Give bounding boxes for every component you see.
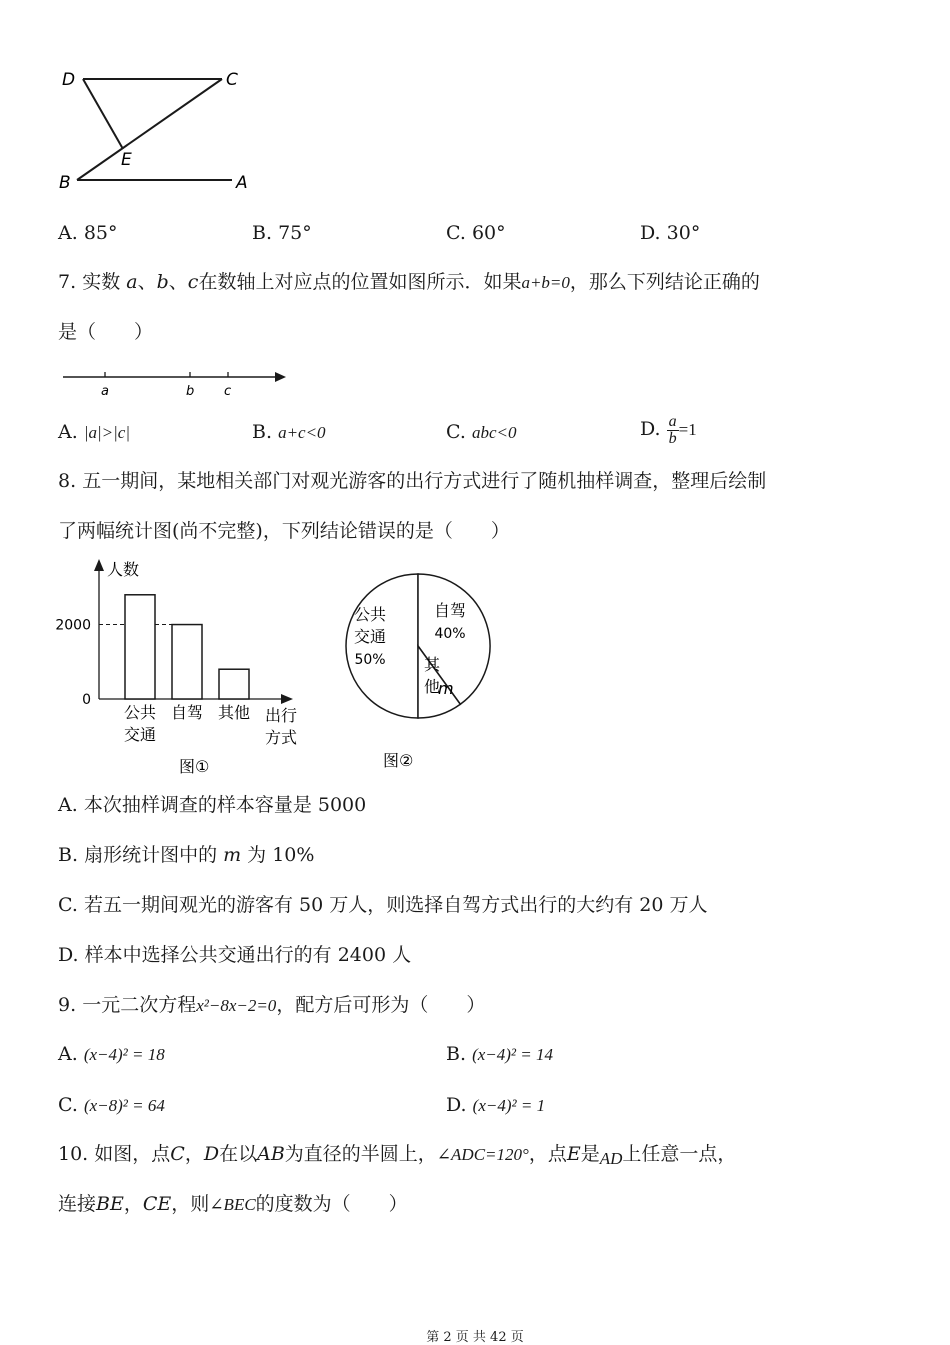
pie-slice-label: 其	[424, 655, 441, 674]
pie-slice-label: 自驾	[433, 601, 467, 620]
q10-stem-line-1: 10. 如图，点C，D在以AB为直径的半圆上，∠ADC=120°，点E是AD上任意一点，	[58, 1143, 737, 1168]
numberline-c-label: c	[224, 384, 232, 399]
page-footer: 第 2 页 共 42 页	[426, 1330, 524, 1345]
arrow-right-icon	[275, 372, 286, 382]
x-tick-label: 自驾	[170, 703, 204, 722]
pie-slice-0	[346, 574, 418, 718]
x-axis-label-line-1: 出行	[265, 706, 298, 725]
q9-option-d[interactable]: D. (x−4)² = 1	[446, 1094, 546, 1116]
q8-option-b[interactable]: B. 扇形统计图中的 m 为 10%	[58, 844, 315, 866]
q7-stem-line-1: 7. 实数 a、b、c在数轴上对应点的位置如图所示．如果a+b=0，那么下列结论正确的	[58, 271, 760, 293]
bar-chart-title: 图①	[179, 757, 210, 776]
x-tick-label: 其他	[217, 703, 251, 722]
q8-stem-line-1: 8. 五一期间，某地相关部门对观光游客的出行方式进行了随机抽样调查，整理后绘制	[58, 470, 767, 492]
q7-number-line	[55, 364, 300, 400]
q7-option-b[interactable]: B. a+c<0	[252, 421, 326, 443]
pie-chart-title: 图②	[383, 751, 414, 770]
q7-condition: a+b=0	[521, 273, 570, 292]
pie-slice-label: 交通	[353, 627, 387, 646]
q9-option-c[interactable]: C. (x−8)² = 64	[58, 1094, 165, 1116]
q9-stem: 9. 一元二次方程x²−8x−2=0，配方后可形为（ ）	[58, 994, 486, 1016]
q9-option-a[interactable]: A. (x−4)² = 18	[58, 1043, 165, 1065]
q9-option-b[interactable]: B. (x−4)² = 14	[446, 1043, 553, 1065]
pie-chart-figure-2	[330, 560, 510, 780]
bar-1	[172, 625, 202, 699]
q10-angle-adc: ∠ADC=120°	[436, 1145, 529, 1164]
point-b-label: B	[59, 173, 71, 193]
x-tick-label: 交通	[123, 725, 157, 744]
q6-geometry-figure	[50, 60, 270, 200]
x-axis-label-line-2: 方式	[265, 728, 298, 747]
q8-option-d[interactable]: D. 样本中选择公共交通出行的有 2400 人	[58, 944, 412, 966]
q8-stem-line-2: 了两幅统计图(尚不完整)，下列结论错误的是（ ）	[58, 520, 510, 542]
numberline-b-label: b	[186, 384, 195, 399]
bar-chart-figure-1	[55, 555, 315, 785]
y-tick-label: 2000	[55, 617, 91, 634]
y-axis-arrow-icon	[94, 559, 104, 571]
y-tick-label: 0	[82, 692, 91, 708]
bar-2	[219, 669, 249, 699]
q6-option-d[interactable]: D. 30°	[640, 222, 701, 244]
point-d-label: D	[62, 70, 76, 90]
q6-option-a[interactable]: A. 85°	[58, 222, 118, 244]
pie-slice-value: m	[438, 679, 454, 698]
q8-option-c[interactable]: C. 若五一期间观光的游客有 50 万人，则选择自驾方式出行的大约有 20 万人	[58, 894, 708, 916]
point-a-label: A	[236, 173, 248, 193]
q6-option-c[interactable]: C. 60°	[446, 222, 506, 244]
pie-slice-value: 50%	[354, 652, 386, 668]
q10-stem-line-2: 连接BE，CE，则∠BEC的度数为（ ）	[58, 1193, 408, 1215]
q8-option-a[interactable]: A. 本次抽样调查的样本容量是 5000	[58, 794, 367, 816]
pie-slice-label: 他	[424, 677, 441, 696]
point-e-label: E	[121, 150, 132, 170]
q7-option-d[interactable]: D. $\frac{a}{b}$ =1	[640, 412, 697, 447]
q10-angle-bec: ∠BEC	[209, 1195, 256, 1214]
pie-slice-label: 公共	[353, 605, 387, 624]
q7-option-a[interactable]: A. |a|>|c|	[58, 421, 131, 443]
q7-option-c[interactable]: C. abc<0	[446, 421, 517, 443]
q6-option-b[interactable]: B. 75°	[252, 222, 312, 244]
x-tick-label: 公共	[123, 703, 157, 722]
point-c-label: C	[226, 70, 238, 90]
q10-arc-ad: AD	[599, 1149, 623, 1168]
y-axis-label: 人数	[107, 560, 140, 579]
q9-equation: x²−8x−2=0	[196, 996, 277, 1015]
q7-stem-line-2: 是（ ）	[58, 321, 154, 343]
x-axis-arrow-icon	[281, 694, 293, 704]
fraction-a-over-b: $\frac{a}{b}$	[668, 412, 677, 447]
numberline-a-label: a	[101, 384, 109, 399]
pie-slice-value: 40%	[434, 626, 466, 642]
bar-0	[125, 595, 155, 699]
